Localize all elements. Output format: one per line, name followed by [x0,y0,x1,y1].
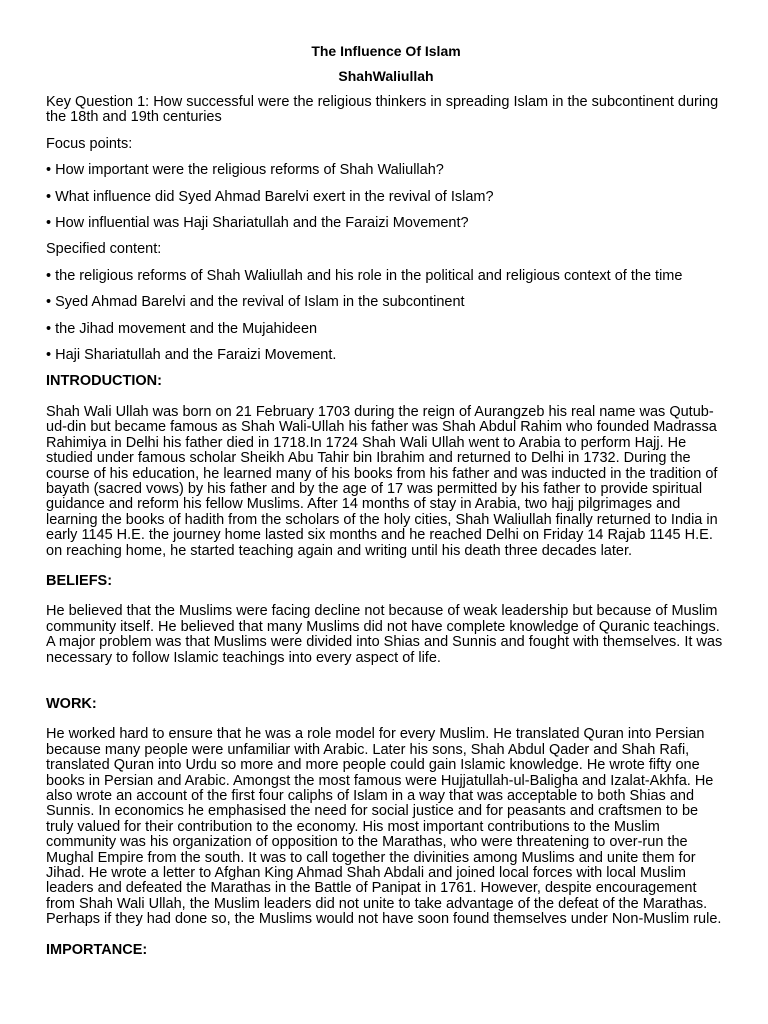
work-heading: WORK: [46,695,97,712]
content-point-item: • Syed Ahmad Barelvi and the revival of Islam in the subcontinent [46,295,726,310]
document-subtitle: ShahWaliullah [338,68,434,84]
introduction-heading: INTRODUCTION: [46,373,162,390]
content-point-item: • Haji Shariatullah and the Faraizi Movement. [46,348,726,363]
content-point-item: • the Jihad movement and the Mujahideen [46,322,726,337]
specified-content-label: Specified content: [46,241,162,258]
beliefs-heading: BELIEFS: [46,572,113,589]
work-text: He worked hard to ensure that he was a role model for every Muslim. He translated Quran into Persian because many people were unfamiliar with Arabic. Later his sons, Shah Abdul Qader and Shah Rafi, translated Quran into Urdu so more and more people could gain Islamic knowledge. He wrote fifty one books in Persian and Arabic. Amongst the most famous were Hujjatullah-ul-Baligha and Izalat-Akhfa. He also wrote an account of the first four caliphs of Islam in a way that was acceptable to both Shias and Sunnis. In economics he emphasised the need for social justice and for peasants and craftsmen to be truly valued for their contribution to the economy. His most important contributions to the Muslim community was his organization of opposition to the Marathas, who were threatening to over-run the Mughal Empire from the south. It was to call together the divinities among Muslims and unite them for Jihad. He wrote a letter to Afghan King Ahmad Shah Abdali and joined local forces with local Muslim leaders and defeated the Marathas in the Battle of Panipat in 1761. However, despite encouragement from Shah Wali Ullah, the Muslim leaders did not unite to take advantage of the defeat of the Marathas. Perhaps if they had done so, the Muslims would not have soon found themselves under Non-Muslim rule. [46,726,722,928]
beliefs-text: He believed that the Muslims were facing decline not because of weak leadership but because of Muslim community itself. He believed that many Muslims did not have complete knowledge of Quranic teachings. A major problem was that Muslims were divided into Shias and Sunnis and fought with themselves. It was necessary to follow Islamic teachings into every aspect of life. [46,603,723,666]
focus-points-label: Focus points: [46,135,133,152]
content-point-item: • the religious reforms of Shah Waliullah and his role in the political and religious context of the time [46,269,726,284]
importance-heading: IMPORTANCE: [46,941,148,958]
focus-point-item: • How influential was Haji Shariatullah and the Faraizi Movement? [46,216,726,231]
introduction-text: Shah Wali Ullah was born on 21 February 1703 during the reign of Aurangzeb his real name was Qutub-ud-din but became famous as Shah Wali-Ullah his father was Shah Abdul Rahim who founded Madrassa Rahimiya in Delhi his father died in 1718.In 1724 Shah Wali Ullah went to Arabia to perform Hajj. He studied under famous scholar Sheikh Abu Tahir bin Ibrahim and returned to Delhi in 1732. During the course of his education, he learned many of his books from his father and was inducted in the tradition of bayath (sacred vows) by his father and by the age of 17 was permitted by his father to provide spiritual guidance and reform his fellow Muslims. After 14 months of stay in Arabia, two hajj pilgrimages and learning the books of hadith from the scholars of the holy cities, Shah Waliullah finally returned to India in early 1145 H.E. the journey home lasted six months and he reached Delhi on Friday 14 Rajab 1145 H.E. on reaching home, he started teaching again and writing until his death three decades later. [46,403,718,559]
document-page [46,44,726,958]
focus-point-item: • What influence did Syed Ahmad Barelvi exert in the revival of Islam? [46,190,726,205]
key-question: Key Question 1: How successful were the religious thinkers in spreading Islam in the subcontinent during the 18th and 19th centuries [46,94,719,126]
document-title: The Influence Of Islam [311,43,461,59]
focus-point-item: • How important were the religious reforms of Shah Waliullah? [46,163,726,178]
